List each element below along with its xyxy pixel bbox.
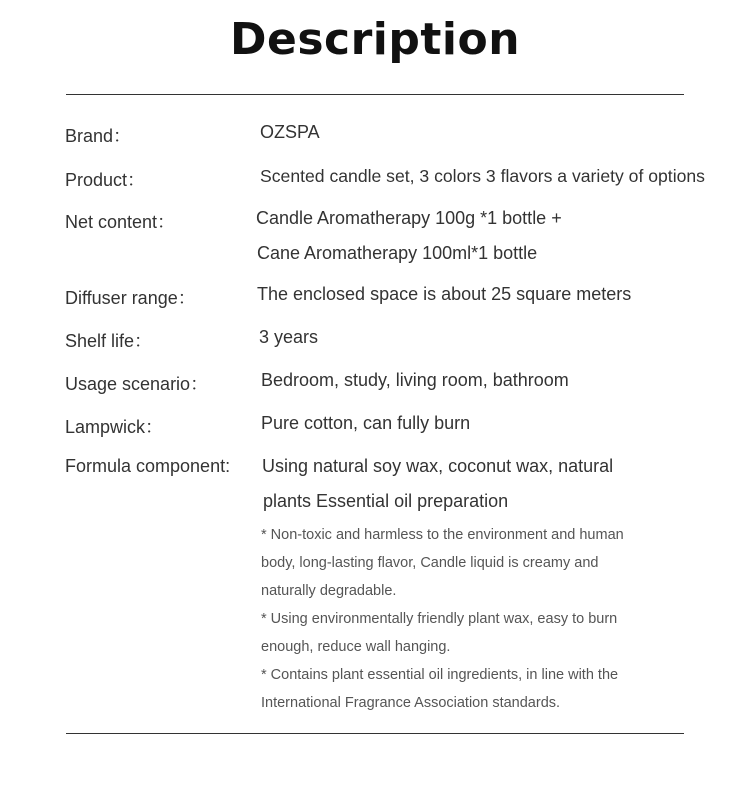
product-value: Scented candle set, 3 colors 3 flavors a variety of options xyxy=(260,166,705,186)
lampwick-value: Pure cotton, can fully burn xyxy=(261,413,471,433)
note-line: * Non-toxic and harmless to the environment and human xyxy=(261,527,624,543)
diffuser-range-value: The enclosed space is about 25 square meters xyxy=(257,284,632,304)
formula-component-value-line-2: plants Essential oil preparation xyxy=(263,491,509,511)
usage-scenario-label: Usage scenario： xyxy=(65,374,209,394)
product-label: Product： xyxy=(65,170,146,190)
brand-value: OZSPA xyxy=(260,122,320,142)
net-content-label: Net content： xyxy=(65,212,176,232)
note-line: * Contains plant essential oil ingredients, in line with the xyxy=(261,667,619,683)
note-line: * Using environmentally friendly plant wax, easy to burn xyxy=(261,611,618,627)
lampwick-label: Lampwick： xyxy=(65,417,164,437)
net-content-value-line-2: Cane Aromatherapy 100ml*1 bottle xyxy=(257,243,538,263)
formula-component-label: Formula component: xyxy=(65,456,231,476)
bottom-divider xyxy=(66,733,684,734)
shelf-life-label: Shelf life： xyxy=(65,331,153,351)
note-line: International Fragrance Association standards. xyxy=(261,695,561,711)
note-line: enough, reduce wall hanging. xyxy=(261,639,451,655)
page-title: Description xyxy=(229,14,521,65)
diffuser-range-label: Diffuser range： xyxy=(65,288,196,308)
net-content-value-line-1: Candle Aromatherapy 100g *1 bottle + xyxy=(256,208,562,228)
brand-label: Brand： xyxy=(65,126,132,146)
shelf-life-value: 3 years xyxy=(259,327,319,347)
formula-component-value-line-1: Using natural soy wax, coconut wax, natural xyxy=(262,456,614,476)
note-line: naturally degradable. xyxy=(261,583,397,599)
note-line: body, long-lasting flavor, Candle liquid is creamy and xyxy=(261,555,599,571)
top-divider xyxy=(66,94,684,95)
usage-scenario-value: Bedroom, study, living room, bathroom xyxy=(261,370,569,390)
